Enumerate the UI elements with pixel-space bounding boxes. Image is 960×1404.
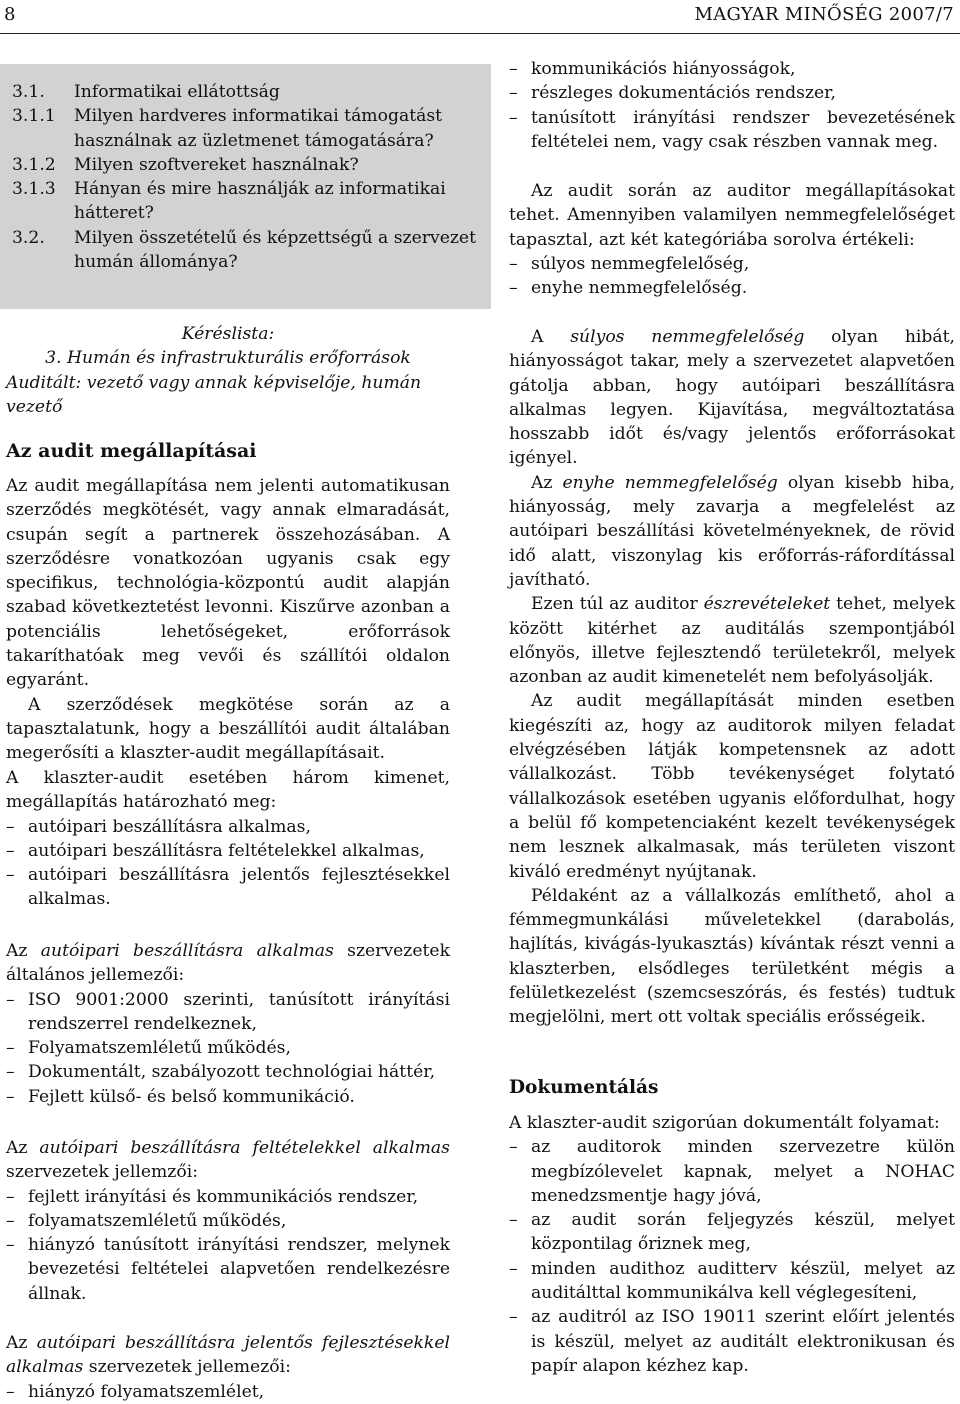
request-list: [6, 322, 450, 419]
paragraph: Az audit megállapítását minden esetben kiegészíti az, hogy az auditorok milyen feladat elvégzésében látják kompetensnek az adott vállalkozást. Több tevékenységet folytató vállalkozások esetében ugyanis előfordulhat, hogy a belül fő kompetenciaként kezelt tevékenységek nem lesznek alkalmasak, más területen viszont kiváló eredményt nyújtanak.: [509, 691, 955, 882]
page-header: [0, 3, 960, 29]
conditional-list: [6, 1185, 450, 1306]
emphasis: autóipari beszállításra alkalmas: [40, 941, 334, 961]
list-item: – minden audithoz auditterv készül, melyet az auditálttal kommunikálva kell véglegesíteni,: [509, 1257, 955, 1306]
list-item: – autóipari beszállításra alkalmas,: [6, 815, 450, 839]
question-text: Hányan és mire használják az informatikai hátteret?: [74, 179, 446, 224]
question-item: [12, 80, 482, 104]
question-number: 3.1.: [12, 82, 45, 102]
question-text: Milyen hardveres informatikai támogatást használnak az üzletmenet támogatására?: [74, 106, 443, 151]
paragraph: A szerződések megkötése során az a tapasztalatunk, hogy a beszállítói audit általában megerősíti a klaszter-audit megállapításait.: [6, 694, 450, 764]
list-item: – az audit során feljegyzés készül, melyet központilag őriznek meg,: [509, 1208, 955, 1257]
documentation-block: [509, 1111, 955, 1378]
list-item: – részleges dokumentációs rendszer,: [509, 81, 955, 105]
list-item: – Dokumentált, szabályozott technológiai háttér,: [6, 1060, 450, 1084]
nonconformity-block: [509, 179, 955, 300]
question-text: Milyen szoftvereket használnak?: [74, 154, 359, 175]
conditional-block: [6, 1136, 450, 1306]
question-text: Milyen összetételű és képzettségű a szervezet humán állománya?: [74, 227, 477, 273]
suitable-block: [6, 939, 450, 1109]
development-list-continued: [509, 57, 955, 154]
list-item: – Fejlett külső- és belső kommunikáció.: [6, 1085, 450, 1109]
question-list: [12, 80, 482, 274]
paragraph: Az autóipari beszállításra feltételekkel alkalmas szervezetek jellemzői:: [6, 1138, 450, 1183]
request-auditee: Auditált: vezető vagy annak képviselője, humán vezető: [6, 372, 422, 417]
list-item: – ISO 9001:2000 szerinti, tanúsított irányítási rendszerrel rendelkeznek,: [6, 988, 450, 1037]
question-item: [12, 153, 482, 177]
paragraph: Ezen túl az auditor észrevételeket tehet, melyek között kitérhet az auditálás szempontjából előnyös, illetve fejlesztendő területekről, melyek azonban az audit kimenetelét nem befolyásolják.: [509, 594, 955, 688]
list-item: – hiányzó folyamatszemlélet,: [6, 1380, 450, 1404]
paragraph: A súlyos nemmegfelelőség olyan hibát, hiányosságot takar, mely a szervezetet alapvetően gátolja abban, hogy autóipari beszállításra alkalmas legyen. Kijavítása, megváltoztatása hosszabb időt és/vagy jelentős erőforrásokat igényel.: [509, 327, 955, 469]
nonconformity-list: [509, 252, 955, 301]
paragraph: Az audit megállapítása nem jelenti automatikusan szerződés megkötését, vagy annak elmaradását, csupán segít a partnerek összehozásában. A szerződésre vonatkozóan ugyanis csak egy specifikus, technológia-központú audit alapján szabad következtetést levonni. Kiszűrve azonban a potenciális lehetőségeket, erőforrások takaríthatóak meg vevői és szállítói oldalon egyaránt.: [6, 476, 450, 691]
question-item: [12, 226, 482, 275]
emphasis: autóipari beszállításra jelentős fejlesztésekkel alkalmas: [6, 1333, 450, 1378]
documentation-list: [509, 1135, 955, 1378]
list-item: – autóipari beszállításra jelentős fejlesztésekkel alkalmas.: [6, 863, 450, 912]
emphasis: súlyos nemmegfelelőség: [570, 327, 805, 347]
list-item: – hiányzó tanúsított irányítási rendszer, melynek bevezetési feltételei alapvetően rendelkezésre állnak.: [6, 1233, 450, 1306]
list-item: – az auditorok minden szervezetre külön megbízólevelet kapnak, melyet a NOHAC menedzsmentje hagy jóvá,: [509, 1135, 955, 1208]
outcome-list: [6, 815, 450, 912]
paragraph: Példaként az a vállalkozás említhető, ahol a fémmegmunkálási műveletekkel (darabolás, hajlítás, kivágás-lyukasztás) kívántak részt venni a klaszterben, elsődleges területként mégis a felületkezelést (szemcseszórás, és festés) tudtuk megjelölni, mert ott voltak speciális erősségeik.: [509, 885, 955, 1028]
page-number: 8: [4, 4, 16, 25]
paragraph: A klaszter-audit esetében három kimenet, megállapítás határozható meg:: [6, 768, 450, 813]
paragraph: Az audit során az auditor megállapításokat tehet. Amennyiben valamilyen nemmegfelelőséget tapasztal, azt két kategóriába sorolva értékeli:: [509, 181, 955, 250]
paragraph: Az autóipari beszállításra jelentős fejlesztésekkel alkalmas szervezetek jellemezői:: [6, 1333, 450, 1378]
list-item: – súlyos nemmegfelelőség,: [509, 252, 955, 276]
question-item: [12, 177, 482, 226]
emphasis: észrevételeket: [703, 594, 831, 615]
list-item: – Folyamatszemléletű működés,: [6, 1036, 450, 1060]
question-item: [12, 104, 482, 153]
findings-text: [6, 474, 450, 766]
development-list: [6, 1380, 450, 1404]
question-number: 3.1.3: [12, 179, 56, 200]
suitable-list: [6, 988, 450, 1109]
list-item: – az auditról az ISO 19011 szerint előírt jelentés is készül, melyet az auditált elektronikusan és papír alapon kézhez kap.: [509, 1305, 955, 1378]
list-item: – folyamatszemléletű működés,: [6, 1209, 450, 1233]
request-line: 3. Humán és infrastrukturális erőforrások: [45, 348, 411, 369]
header-rule: [0, 33, 960, 34]
list-item: – enyhe nemmegfelelőség.: [509, 276, 955, 300]
emphasis: enyhe nemmegfelelőség: [562, 472, 778, 493]
question-number: 3.2.: [12, 227, 45, 248]
outcomes-block: [6, 766, 450, 912]
paragraph: A klaszter-audit szigorúan dokumentált folyamat:: [509, 1113, 940, 1133]
list-item: – tanúsított irányítási rendszer bevezetésének feltételei nem, vagy csak részben vannak meg.: [509, 106, 955, 155]
section-heading: Dokumentálás: [509, 1077, 659, 1098]
journal-title: MAGYAR MINŐSÉG 2007/7: [694, 4, 954, 25]
findings-detail: [509, 325, 955, 1030]
question-number: 3.1.1: [12, 106, 56, 127]
development-block: [6, 1331, 450, 1404]
question-text: Informatikai ellátottság: [74, 82, 280, 102]
paragraph: Az autóipari beszállításra alkalmas szervezetek általános jellemezői:: [6, 941, 450, 986]
list-item: – autóipari beszállításra feltételekkel alkalmas,: [6, 839, 450, 863]
request-label: Kéréslista:: [181, 324, 275, 344]
section-heading: Az audit megállapításai: [6, 440, 257, 462]
emphasis: autóipari beszállításra feltételekkel alkalmas: [39, 1138, 450, 1158]
list-item: – fejlett irányítási és kommunikációs rendszer,: [6, 1185, 450, 1209]
paragraph: Az enyhe nemmegfelelőség olyan kisebb hiba, hiányosság, mely zavarja a megfelelést az autóipari beszállítási követelményeknek, de rövid idő alatt, viszonylag kis erőforrás-ráfordítással javítható.: [509, 472, 955, 590]
question-number: 3.1.2: [12, 154, 56, 175]
list-item: – kommunikációs hiányosságok,: [509, 57, 955, 81]
